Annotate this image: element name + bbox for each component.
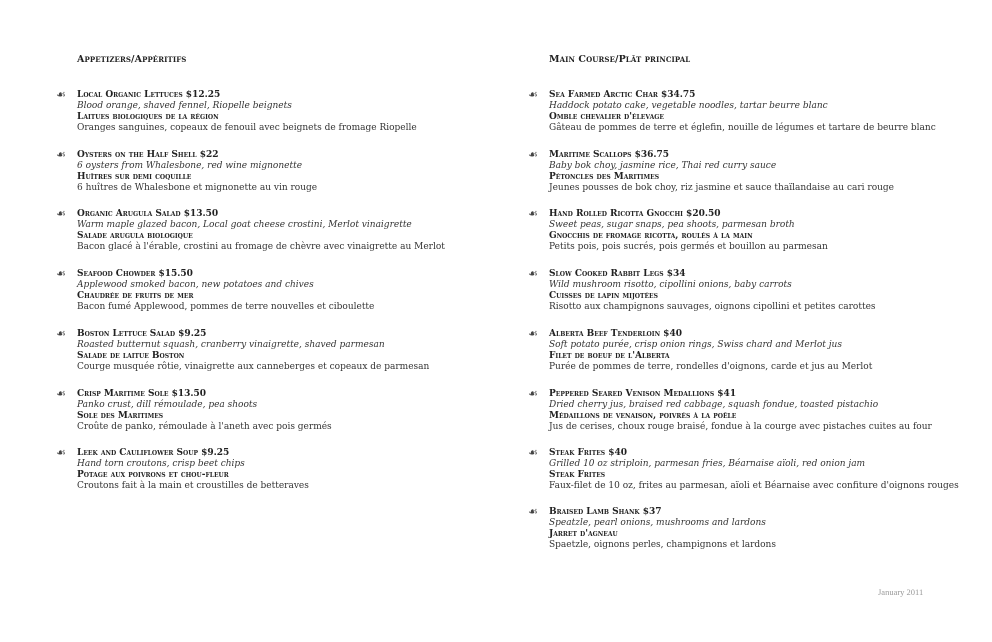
- dish-description-en: Applewood smoked bacon, new potatoes and chives: [77, 280, 314, 290]
- dish-description-fr: Jeunes pousses de bok choy, riz jasmine et sauce thaïlandaise au cari rouge: [549, 183, 895, 193]
- dish-name-fr: Omble chevalier d'élevage: [549, 112, 664, 122]
- dish-name-en: Steak Frites $40: [549, 448, 628, 458]
- dish-name-fr: Chaudrée de fruits de mer: [77, 291, 194, 301]
- fleuron-bullet-icon: ☙: [528, 505, 538, 518]
- dish-description-fr: Risotto aux champignons sauvages, oignons cipollini et petites carottes: [549, 302, 876, 312]
- dish-name-en: Alberta Beef Tenderloin $40: [549, 329, 682, 339]
- menu-item-text: [549, 269, 967, 313]
- fleuron-bullet-icon: ☙: [56, 88, 66, 101]
- menu-item-text: [77, 209, 495, 253]
- dish-name-fr: Pétoncles des Maritimes: [549, 172, 660, 182]
- main-course-heading: Main Course/Plât principal: [549, 54, 691, 65]
- dish-name-en: Peppered Seared Venison Medallions $41: [549, 389, 737, 399]
- dish-description-fr: 6 huîtres de Whalesbone et mignonette au vin rouge: [77, 183, 318, 193]
- menu-item-text: [77, 329, 495, 373]
- dish-description-en: Grilled 10 oz striploin, parmesan fries, Béarnaise aïoli, red onion jam: [549, 459, 866, 469]
- dish-name-en: Leek and Cauliflower Soup $9.25: [77, 448, 230, 458]
- fleuron-bullet-icon: ☙: [56, 446, 66, 459]
- dish-name-fr: Steak Frites: [549, 470, 606, 480]
- fleuron-bullet-icon: ☙: [56, 148, 66, 161]
- dish-description-en: Blood orange, shaved fennel, Riopelle beignets: [77, 101, 292, 111]
- menu-item-text: [77, 389, 495, 433]
- dish-description-fr: Gâteau de pommes de terre et églefin, nouille de légumes et tartare de beurre blanc: [549, 123, 936, 133]
- dish-name-en: Maritime Scallops $36.75: [549, 150, 670, 160]
- menu-item-text: [77, 90, 495, 134]
- dish-description-en: 6 oysters from Whalesbone, red wine mignonette: [77, 161, 303, 171]
- fleuron-bullet-icon: ☙: [528, 327, 538, 340]
- dish-name-fr: Jarret d'agneau: [549, 529, 618, 539]
- dish-name-en: Seafood Chowder $15.50: [77, 269, 193, 279]
- dish-name-fr: Sole des Maritimes: [77, 411, 164, 421]
- fleuron-bullet-icon: ☙: [528, 148, 538, 161]
- dish-name-fr: Cuisses de lapin mijotées: [549, 291, 658, 301]
- dish-name-en: Slow Cooked Rabbit Legs $34: [549, 269, 686, 279]
- dish-name-en: Sea Farmed Arctic Char $34.75: [549, 90, 696, 100]
- dish-description-en: Wild mushroom risotto, cipollini onions, baby carrots: [549, 280, 792, 290]
- dish-description-fr: Bacon glacé à l'érable, crostini au fromage de chèvre avec vinaigrette au Merlot: [77, 242, 445, 252]
- menu-item-text: [549, 90, 967, 134]
- dish-name-fr: Potage aux poivrons et chou-fleur: [77, 470, 229, 480]
- dish-description-en: Warm maple glazed bacon, Local goat cheese crostini, Merlot vinaigrette: [77, 220, 412, 230]
- fleuron-bullet-icon: ☙: [528, 267, 538, 280]
- dish-name-fr: Médaillons de venaison, poivrés à la poêle: [549, 411, 737, 421]
- dish-name-fr: Laitues biologiques de la région: [77, 112, 219, 122]
- dish-description-fr: Oranges sanguines, copeaux de fenouil avec beignets de fromage Riopelle: [77, 123, 417, 133]
- dish-description-en: Hand torn croutons, crisp beet chips: [77, 459, 245, 469]
- dish-name-fr: Filet de boeuf de l'Alberta: [549, 351, 670, 361]
- dish-description-en: Haddock potato cake, vegetable noodles, tartar beurre blanc: [549, 101, 828, 111]
- dish-description-en: Speatzle, pearl onions, mushrooms and lardons: [549, 518, 766, 528]
- dish-description-fr: Croutons fait à la main et croustilles de betteraves: [77, 481, 309, 491]
- fleuron-bullet-icon: ☙: [528, 88, 538, 101]
- dish-description-en: Panko crust, dill rémoulade, pea shoots: [77, 400, 258, 410]
- fleuron-bullet-icon: ☙: [56, 387, 66, 400]
- dish-name-fr: Salade de laitue Boston: [77, 351, 185, 361]
- dish-description-fr: Bacon fumé Applewood, pommes de terre nouvelles et ciboulette: [77, 302, 375, 312]
- fleuron-bullet-icon: ☙: [528, 207, 538, 220]
- dish-name-fr: Salade arugula biologique: [77, 231, 193, 241]
- menu-item-text: [549, 329, 967, 373]
- dish-description-fr: Jus de cerises, choux rouge braisé, fondue à la courge avec pistaches cuites au four: [549, 422, 932, 432]
- dish-description-en: Dried cherry jus, braised red cabbage, squash fondue, toasted pistachio: [549, 400, 879, 410]
- fleuron-bullet-icon: ☙: [528, 387, 538, 400]
- menu-item-text: [77, 150, 495, 194]
- dish-description-fr: Croûte de panko, rémoulade à l'aneth avec pois germés: [77, 422, 332, 432]
- dish-description-en: Baby bok choy, jasmine rice, Thai red curry sauce: [549, 161, 777, 171]
- fleuron-bullet-icon: ☙: [56, 267, 66, 280]
- fleuron-bullet-icon: ☙: [56, 327, 66, 340]
- fleuron-bullet-icon: ☙: [528, 446, 538, 459]
- dish-description-fr: Courge musquée rôtie, vinaigrette aux canneberges et copeaux de parmesan: [77, 362, 430, 372]
- appetizers-heading: Appetizers/Appéritifs: [77, 54, 187, 65]
- dish-name-en: Local Organic Lettuces $12.25: [77, 90, 221, 100]
- dish-description-fr: Petits pois, pois sucrés, pois germés et bouillon au parmesan: [549, 242, 828, 252]
- menu-item-text: [77, 269, 495, 313]
- dish-name-en: Oysters on the Half Shell $22: [77, 150, 219, 160]
- dish-description-fr: Spaetzle, oignons perles, champignons et lardons: [549, 540, 776, 550]
- dish-name-en: Hand Rolled Ricotta Gnocchi $20.50: [549, 209, 721, 219]
- dish-name-en: Crisp Maritime Sole $13.50: [77, 389, 207, 399]
- menu-item-text: [549, 389, 967, 433]
- dish-description-en: Sweet peas, sugar snaps, pea shoots, parmesan broth: [549, 220, 795, 230]
- dish-name-fr: Gnocchis de fromage ricotta, roulés à la main: [549, 231, 753, 241]
- menu-item-text: [549, 448, 967, 492]
- dish-description-en: Roasted butternut squash, cranberry vinaigrette, shaved parmesan: [77, 340, 385, 350]
- dish-name-en: Braised Lamb Shank $37: [549, 507, 662, 517]
- dish-description-fr: Purée de pommes de terre, rondelles d'oignons, carde et jus au Merlot: [549, 362, 873, 372]
- menu-item-text: [549, 150, 967, 194]
- footer-date: January 2011: [878, 587, 924, 597]
- dish-description-fr: Faux-filet de 10 oz, frites au parmesan, aïoli et Béarnaise avec confiture d'oignons rouges: [549, 481, 959, 491]
- dish-name-fr: Huîtres sur demi coquille: [77, 172, 192, 182]
- fleuron-bullet-icon: ☙: [56, 207, 66, 220]
- menu-item-text: [549, 209, 967, 253]
- dish-description-en: Soft potato purée, crisp onion rings, Swiss chard and Merlot jus: [549, 340, 842, 350]
- menu-item-text: [549, 507, 967, 551]
- menu-item-text: [77, 448, 495, 492]
- dish-name-en: Boston Lettuce Salad $9.25: [77, 329, 207, 339]
- dish-name-en: Organic Arugula Salad $13.50: [77, 209, 219, 219]
